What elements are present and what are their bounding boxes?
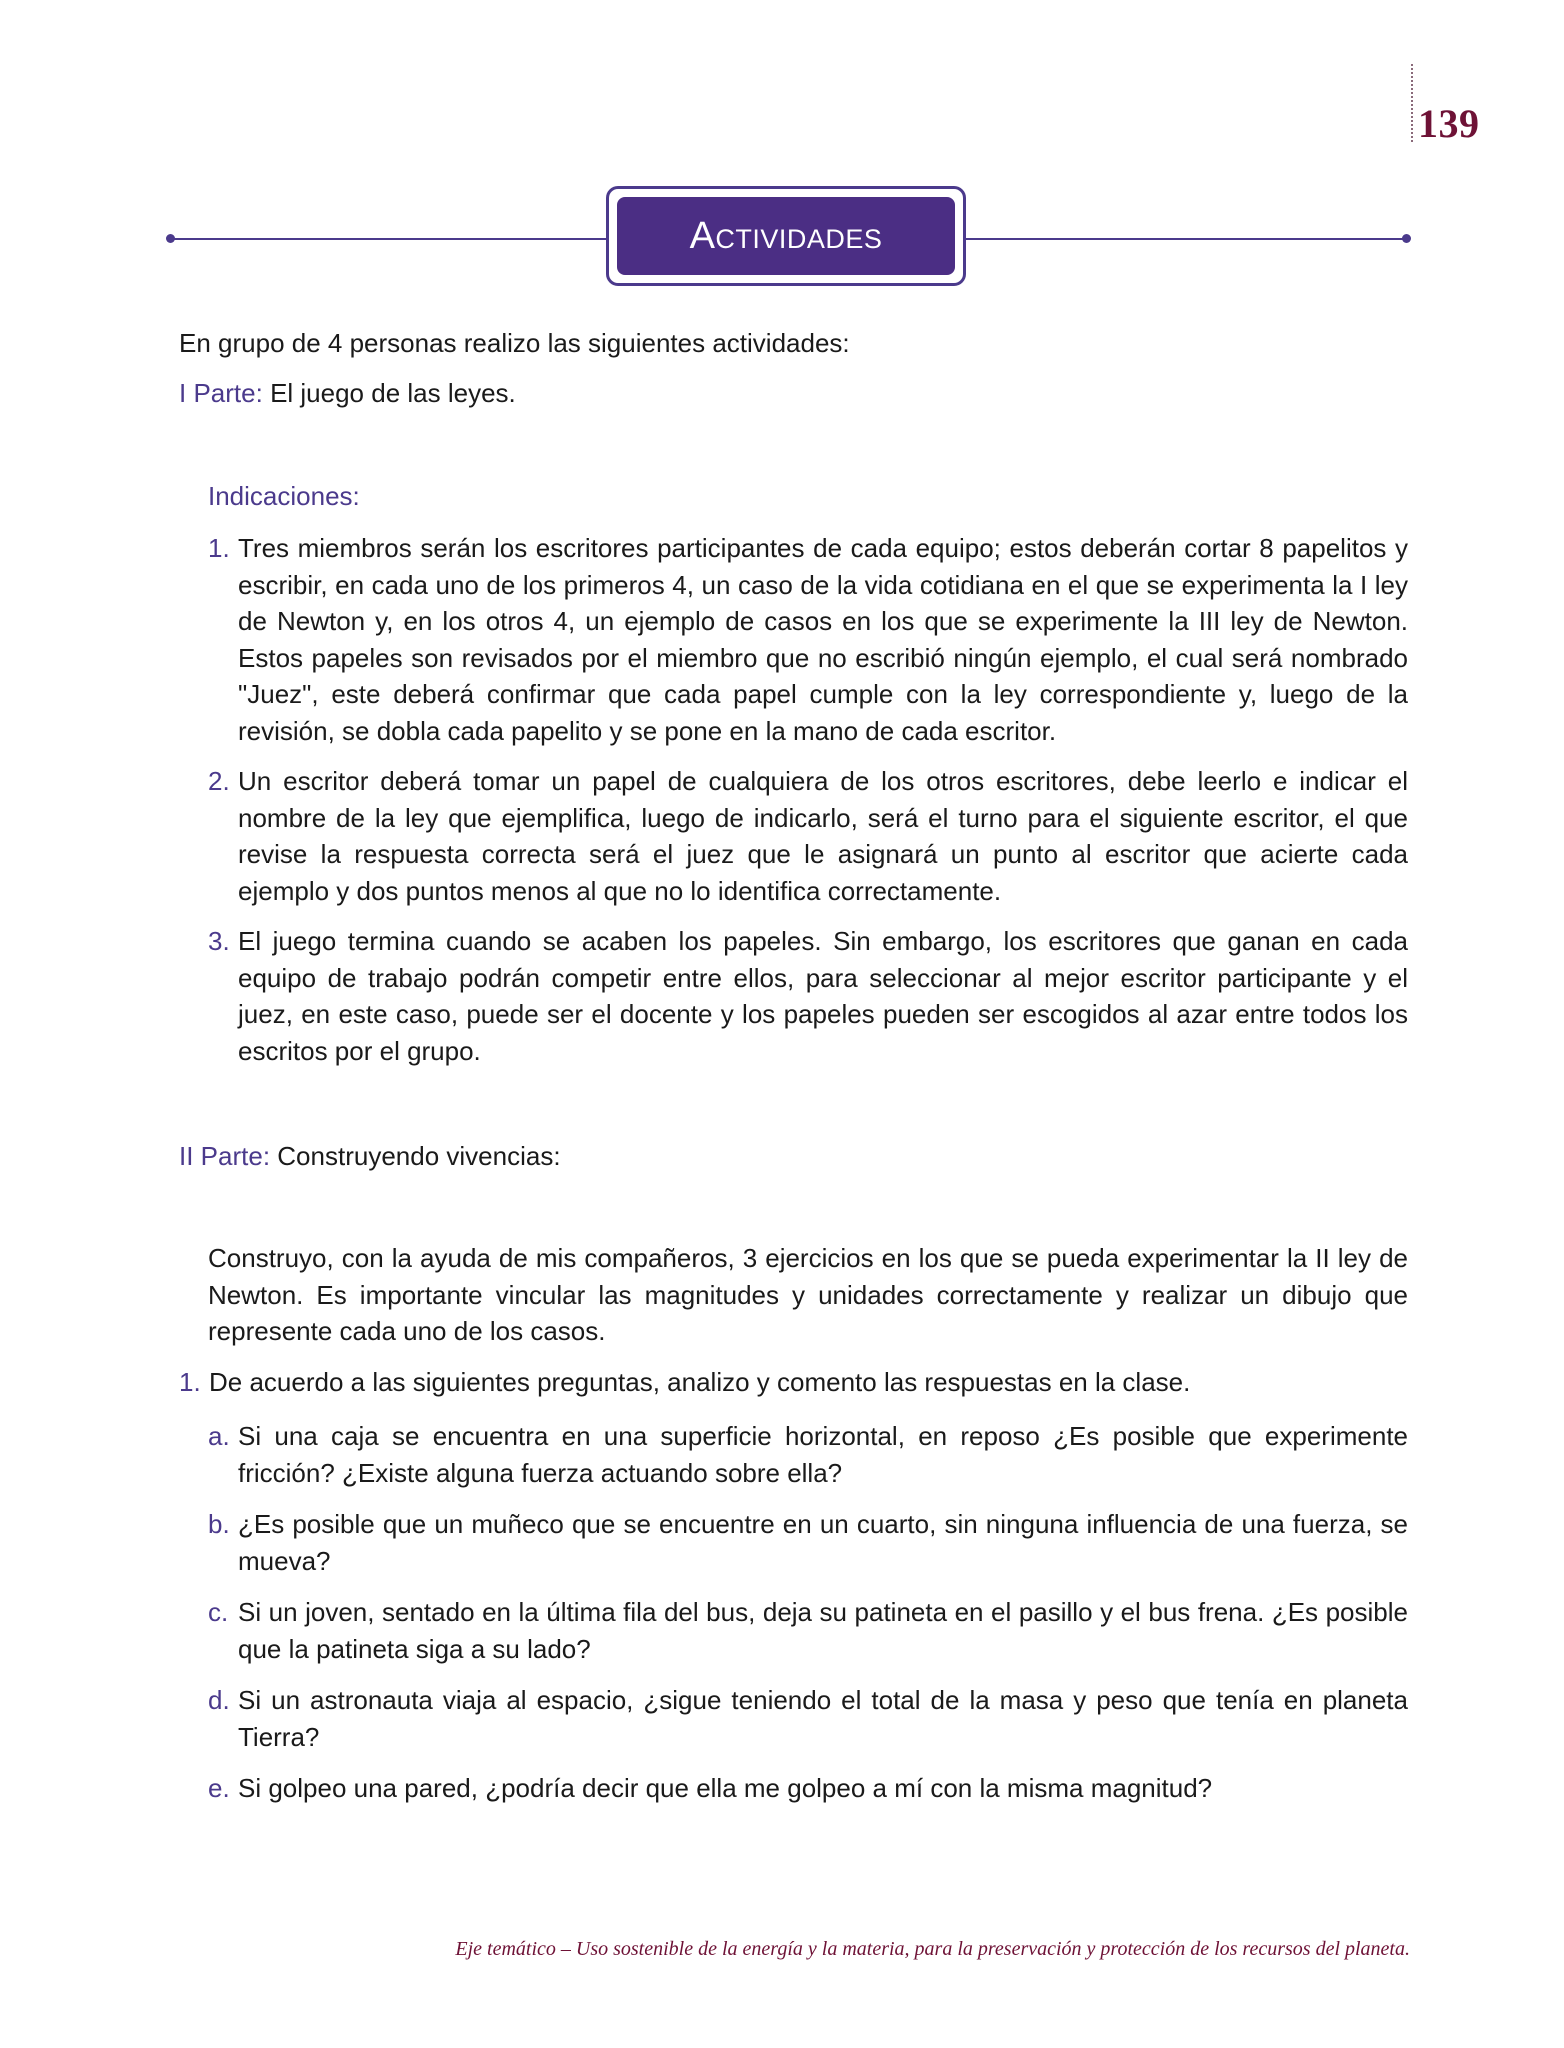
list-item-text: Un escritor deberá tomar un papel de cualquiera de los otros escritores, debe leerlo e indicar el nombre de la ley que ejemplifica, luego de indicarlo, será el turno para el siguiente escritor, el que revise la respuesta correcta será el juez que le asignará un punto al escritor que acierte cada ejemplo y dos puntos menos al que no lo identifica correctamente.: [238, 766, 1408, 906]
section-title: Actividades: [689, 214, 883, 257]
list-item-number: 2.: [208, 766, 230, 796]
indications-title: Indicaciones:: [208, 481, 360, 511]
header-line-left: [170, 238, 610, 240]
part2-heading: [179, 1138, 1419, 1175]
list-item-text: Tres miembros serán los escritores participantes de cada equipo; estos deberán cortar 8 papelitos y escribir, en cada uno de los primeros 4, un caso de la vida cotidiana en el que se experimenta la I ley de Newton y, en los otros 4, un ejemplo de casos en los que se experimente la III ley de Newton. Estos papeles son revisados por el miembro que no escribió ningún ejemplo, el cual será nombrado "Juez", este deberá confirmar que cada papel cumple con la ley correspondiente y, luego de la revisión, se dobla cada papelito y se pone en la mano de cada escritor.: [238, 533, 1408, 746]
question-text: Si una caja se encuentra en una superficie horizontal, en reposo ¿Es posible que experimente fricción? ¿Existe alguna fuerza actuando sobre ella?: [238, 1421, 1408, 1488]
indications-list: [208, 530, 1408, 1083]
question-text: Si un astronauta viaja al espacio, ¿sigue teniendo el total de la masa y peso que tenía en planeta Tierra?: [238, 1685, 1408, 1752]
footer-theme: Eje temático – Uso sostenible de la energía y la materia, para la preservación y protección de los recursos del planeta.: [455, 1938, 1410, 1960]
question-item: [208, 1506, 1408, 1579]
question-letter: d.: [208, 1685, 230, 1715]
header-line-right: [962, 238, 1406, 240]
question-item: [208, 1418, 1408, 1491]
question-text: ¿Es posible que un muñeco que se encuentre en un cuarto, sin ninguna influencia de una fuerza, se mueva?: [238, 1509, 1408, 1576]
part2-label: II Parte:: [179, 1141, 271, 1171]
question-text: Si golpeo una pared, ¿podría decir que ella me golpeo a mí con la misma magnitud?: [238, 1773, 1213, 1803]
questions-list: [208, 1418, 1408, 1822]
question-item: [208, 1682, 1408, 1755]
section-title-badge-fill: [617, 197, 955, 275]
questions-heading: [179, 1364, 1419, 1401]
question-letter: b.: [208, 1509, 230, 1539]
section-title-badge: [606, 186, 966, 286]
list-item-number: 3.: [208, 926, 230, 956]
question-item: [208, 1594, 1408, 1667]
intro-text: En grupo de 4 personas realizo las siguientes actividades:: [179, 328, 850, 358]
page-number-divider: [1411, 64, 1413, 142]
part1-label: I Parte:: [179, 378, 263, 408]
question-item: [208, 1770, 1408, 1807]
questions-intro: De acuerdo a las siguientes preguntas, analizo y comento las respuestas en la clase.: [209, 1367, 1191, 1397]
list-item-text: El juego termina cuando se acaben los papeles. Sin embargo, los escritores que ganan en cada equipo de trabajo podrán competir entre ellos, para seleccionar al mejor escritor participante y el juez, en este caso, puede ser el docente y los papeles pueden ser escogidos al azar entre todos los escritos por el grupo.: [238, 926, 1408, 1066]
question-text: Si un joven, sentado en la última fila del bus, deja su patineta en el pasillo y el bus frena. ¿Es posible que la patineta siga a su lado?: [238, 1597, 1408, 1664]
part1-title: El juego de las leyes.: [270, 378, 516, 408]
questions-number: 1.: [179, 1367, 201, 1397]
question-letter: e.: [208, 1773, 230, 1803]
list-item-number: 1.: [208, 533, 230, 563]
list-item: [208, 530, 1408, 749]
question-letter: a.: [208, 1421, 230, 1451]
list-item: [208, 923, 1408, 1069]
part2-paragraph: Construyo, con la ayuda de mis compañeros, 3 ejercicios en los que se pueda experimentar la II ley de Newton. Es importante vincular las magnitudes y unidades correctamente y realizar un dibujo que represente cada uno de los casos.: [208, 1243, 1408, 1346]
question-letter: c.: [208, 1597, 229, 1627]
part1-heading: [179, 375, 1419, 412]
header-line-right-dot: [1402, 234, 1411, 243]
part2-title: Construyendo vivencias:: [277, 1141, 561, 1171]
list-item: [208, 763, 1408, 909]
page-number: 139: [1418, 101, 1480, 146]
